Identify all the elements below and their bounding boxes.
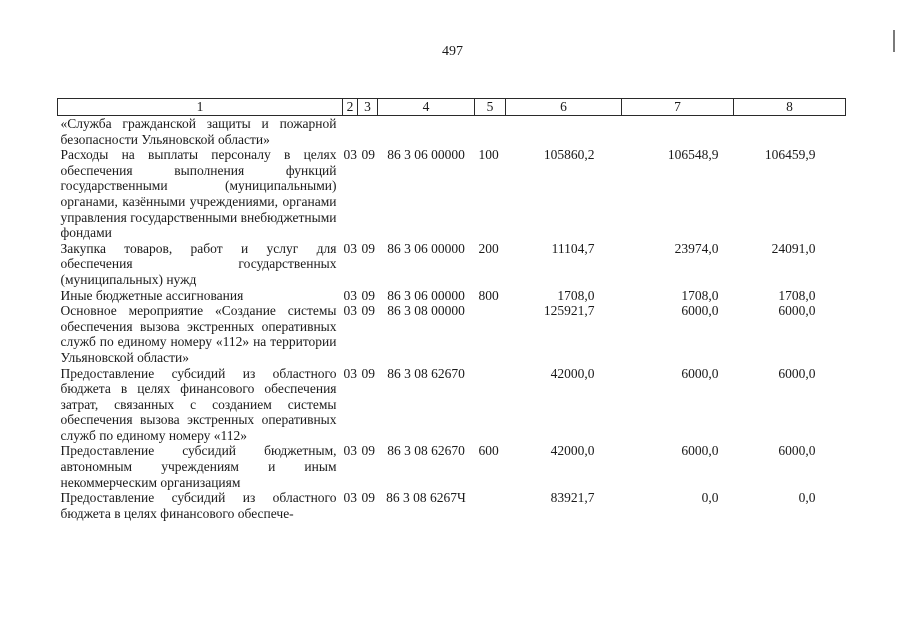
row-section: 03 (343, 287, 357, 303)
row-value-col8 (734, 116, 846, 148)
row-value-col8: 1708,0 (778, 287, 816, 303)
row-subsection: 09 (361, 240, 375, 256)
row-value-col7: 6000,0 (681, 365, 719, 381)
row-section: 03 (343, 490, 357, 506)
row-value-col6: 42000,0 (550, 365, 595, 381)
row-value-col7: 106548,9 (667, 147, 719, 163)
row-value-col8: 6000,0 (778, 365, 816, 381)
header-col-1: 1 (58, 99, 343, 116)
table-row (58, 116, 846, 148)
row-target-article (378, 116, 475, 148)
row-expense-type: 600 (478, 443, 499, 459)
row-value-col7: 6000,0 (681, 303, 719, 319)
row-subsection: 09 (361, 287, 375, 303)
row-subsection (358, 116, 378, 148)
row-value-col6: 105860,2 (543, 147, 595, 163)
row-value-col7: 1708,0 (681, 287, 719, 303)
header-col-7: 7 (622, 99, 734, 116)
row-expense-type: 800 (478, 287, 499, 303)
row-value-col7: 6000,0 (681, 443, 719, 459)
page-number: 497 (442, 44, 463, 59)
row-section: 03 (343, 365, 357, 381)
row-subsection: 09 (361, 303, 375, 319)
table-row (58, 443, 846, 490)
table-row (58, 366, 846, 444)
row-name: Расходы на выплаты персоналу в целях обеспечения выполнения функций государственными (муниципальными) органами, казёнными учреждениями, органами управления государственными внебюджетными фондами (60, 147, 337, 241)
row-value-col8: 6000,0 (778, 303, 816, 319)
row-expense-type (475, 366, 506, 444)
row-section: 03 (343, 240, 357, 256)
row-target-article: 86 3 08 00000 (387, 303, 465, 319)
row-value-col6 (506, 116, 622, 148)
header-col-4: 4 (378, 99, 475, 116)
row-value-col8: 0,0 (798, 490, 816, 506)
row-section: 03 (343, 147, 357, 163)
header-row (58, 99, 846, 116)
row-expense-type (475, 116, 506, 148)
row-expense-type (475, 303, 506, 365)
row-target-article: 86 3 08 6267Ч (386, 490, 466, 506)
row-name: Предоставление субсидий из областного бюджета в целях финансового обеспечения затрат, связанных с созданием системы обеспечения вызова экстренных оперативных служб по единому номеру «112» (60, 365, 337, 443)
row-value-col6: 11104,7 (551, 240, 595, 256)
table-header (58, 99, 846, 116)
row-target-article: 86 3 06 00000 (387, 147, 465, 163)
row-subsection: 09 (361, 443, 375, 459)
table-row (58, 490, 846, 521)
row-expense-type (475, 490, 506, 521)
row-subsection: 09 (361, 365, 375, 381)
row-value-col8: 106459,9 (764, 147, 816, 163)
table-row (58, 288, 846, 304)
row-expense-type: 100 (478, 147, 499, 163)
row-name: Закупка товаров, работ и услуг для обеспечения государственных (муниципальных) нужд (60, 240, 337, 287)
row-value-col7 (622, 116, 734, 148)
row-section: 03 (343, 443, 357, 459)
row-name: Предоставление субсидий из областного бюджета в целях финансового обеспече- (60, 490, 337, 521)
row-value-col8: 24091,0 (771, 240, 816, 256)
row-name: Иные бюджетные ассигнования (60, 287, 244, 303)
header-col-6: 6 (506, 99, 622, 116)
row-value-col6: 42000,0 (550, 443, 595, 459)
table-row (58, 303, 846, 365)
row-name: Основное мероприятие «Создание системы обеспечения вызова экстренных оперативных служб по единому номеру «112» на территории Ульяновской области» (60, 303, 337, 365)
row-value-col6: 125921,7 (543, 303, 595, 319)
row-section: 03 (343, 303, 357, 319)
row-subsection: 09 (361, 490, 375, 506)
scan-edge-mark (893, 30, 895, 52)
table-body (58, 116, 846, 522)
row-value-col7: 23974,0 (674, 240, 719, 256)
row-expense-type: 200 (478, 240, 499, 256)
table-row (58, 147, 846, 241)
header-col-2: 2 (343, 99, 358, 116)
row-section (343, 116, 358, 148)
row-value-col6: 83921,7 (550, 490, 595, 506)
header-col-3: 3 (358, 99, 378, 116)
row-value-col7: 0,0 (701, 490, 719, 506)
header-col-5: 5 (475, 99, 506, 116)
row-target-article: 86 3 08 62670 (387, 443, 465, 459)
header-col-8: 8 (734, 99, 846, 116)
row-target-article: 86 3 06 00000 (387, 240, 465, 256)
row-subsection: 09 (361, 147, 375, 163)
row-target-article: 86 3 08 62670 (387, 365, 465, 381)
row-target-article: 86 3 06 00000 (387, 287, 465, 303)
table-row (58, 241, 846, 288)
budget-table (57, 98, 846, 521)
row-value-col6: 1708,0 (557, 287, 595, 303)
row-value-col8: 6000,0 (778, 443, 816, 459)
row-name: Предоставление субсидий бюджетным, автономным учреждениям и иным некоммерческим организациям (60, 443, 337, 490)
row-name: «Служба гражданской защиты и пожарной безопасности Ульяновской области» (60, 116, 337, 147)
